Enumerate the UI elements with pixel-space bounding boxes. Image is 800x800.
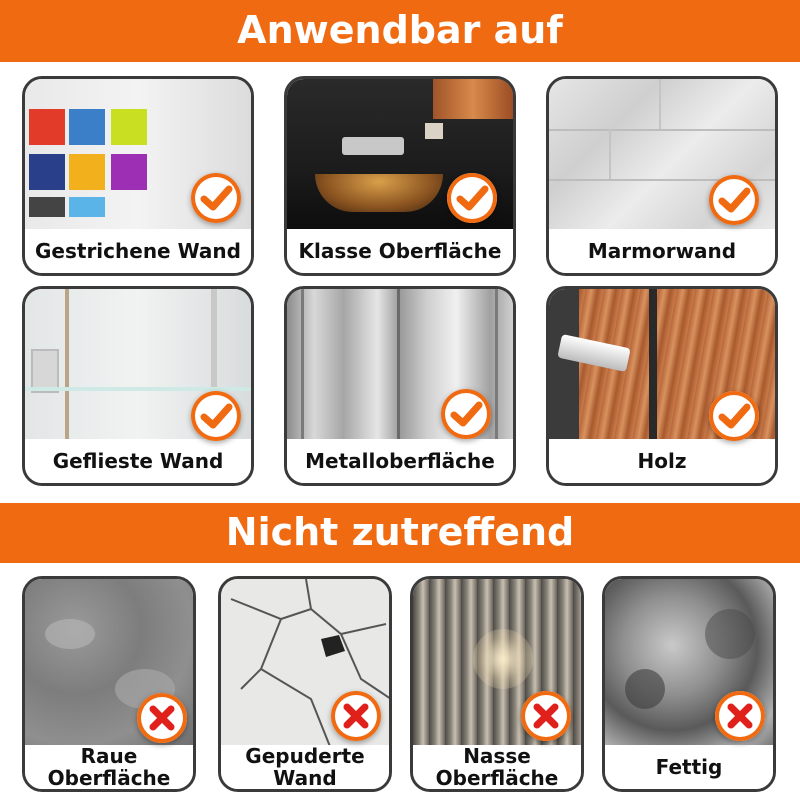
card-powdered-wall <box>218 576 392 792</box>
card-class-surface <box>284 76 516 276</box>
label: Nasse Oberfläche <box>413 745 581 789</box>
card-painted-wall <box>22 76 254 276</box>
card-rough-surface <box>22 576 196 792</box>
card-greasy <box>602 576 776 792</box>
check-icon <box>709 175 759 225</box>
label: Marmorwand <box>549 229 775 273</box>
check-icon <box>441 389 491 439</box>
cross-icon <box>521 691 571 741</box>
cross-icon <box>715 691 765 741</box>
card-marble-wall <box>546 76 778 276</box>
card-wood <box>546 286 778 486</box>
header-not-applicable: Nicht zutreffend <box>0 503 800 563</box>
label: Holz <box>549 439 775 483</box>
check-icon <box>191 173 241 223</box>
cross-icon <box>137 693 187 743</box>
label: Gepuderte Wand <box>221 745 389 789</box>
check-icon <box>191 391 241 441</box>
card-wet-surface <box>410 576 584 792</box>
check-icon <box>447 173 497 223</box>
label: Metalloberfläche <box>287 439 513 483</box>
label: Klasse Oberfläche <box>287 229 513 273</box>
label: Geflieste Wand <box>25 439 251 483</box>
label: Raue Oberfläche <box>25 745 193 789</box>
label: Gestrichene Wand <box>25 229 251 273</box>
card-metal-surface <box>284 286 516 486</box>
header-applicable: Anwendbar auf <box>0 0 800 62</box>
card-tiled-wall <box>22 286 254 486</box>
label: Fettig <box>605 745 773 789</box>
check-icon <box>709 391 759 441</box>
cross-icon <box>331 691 381 741</box>
